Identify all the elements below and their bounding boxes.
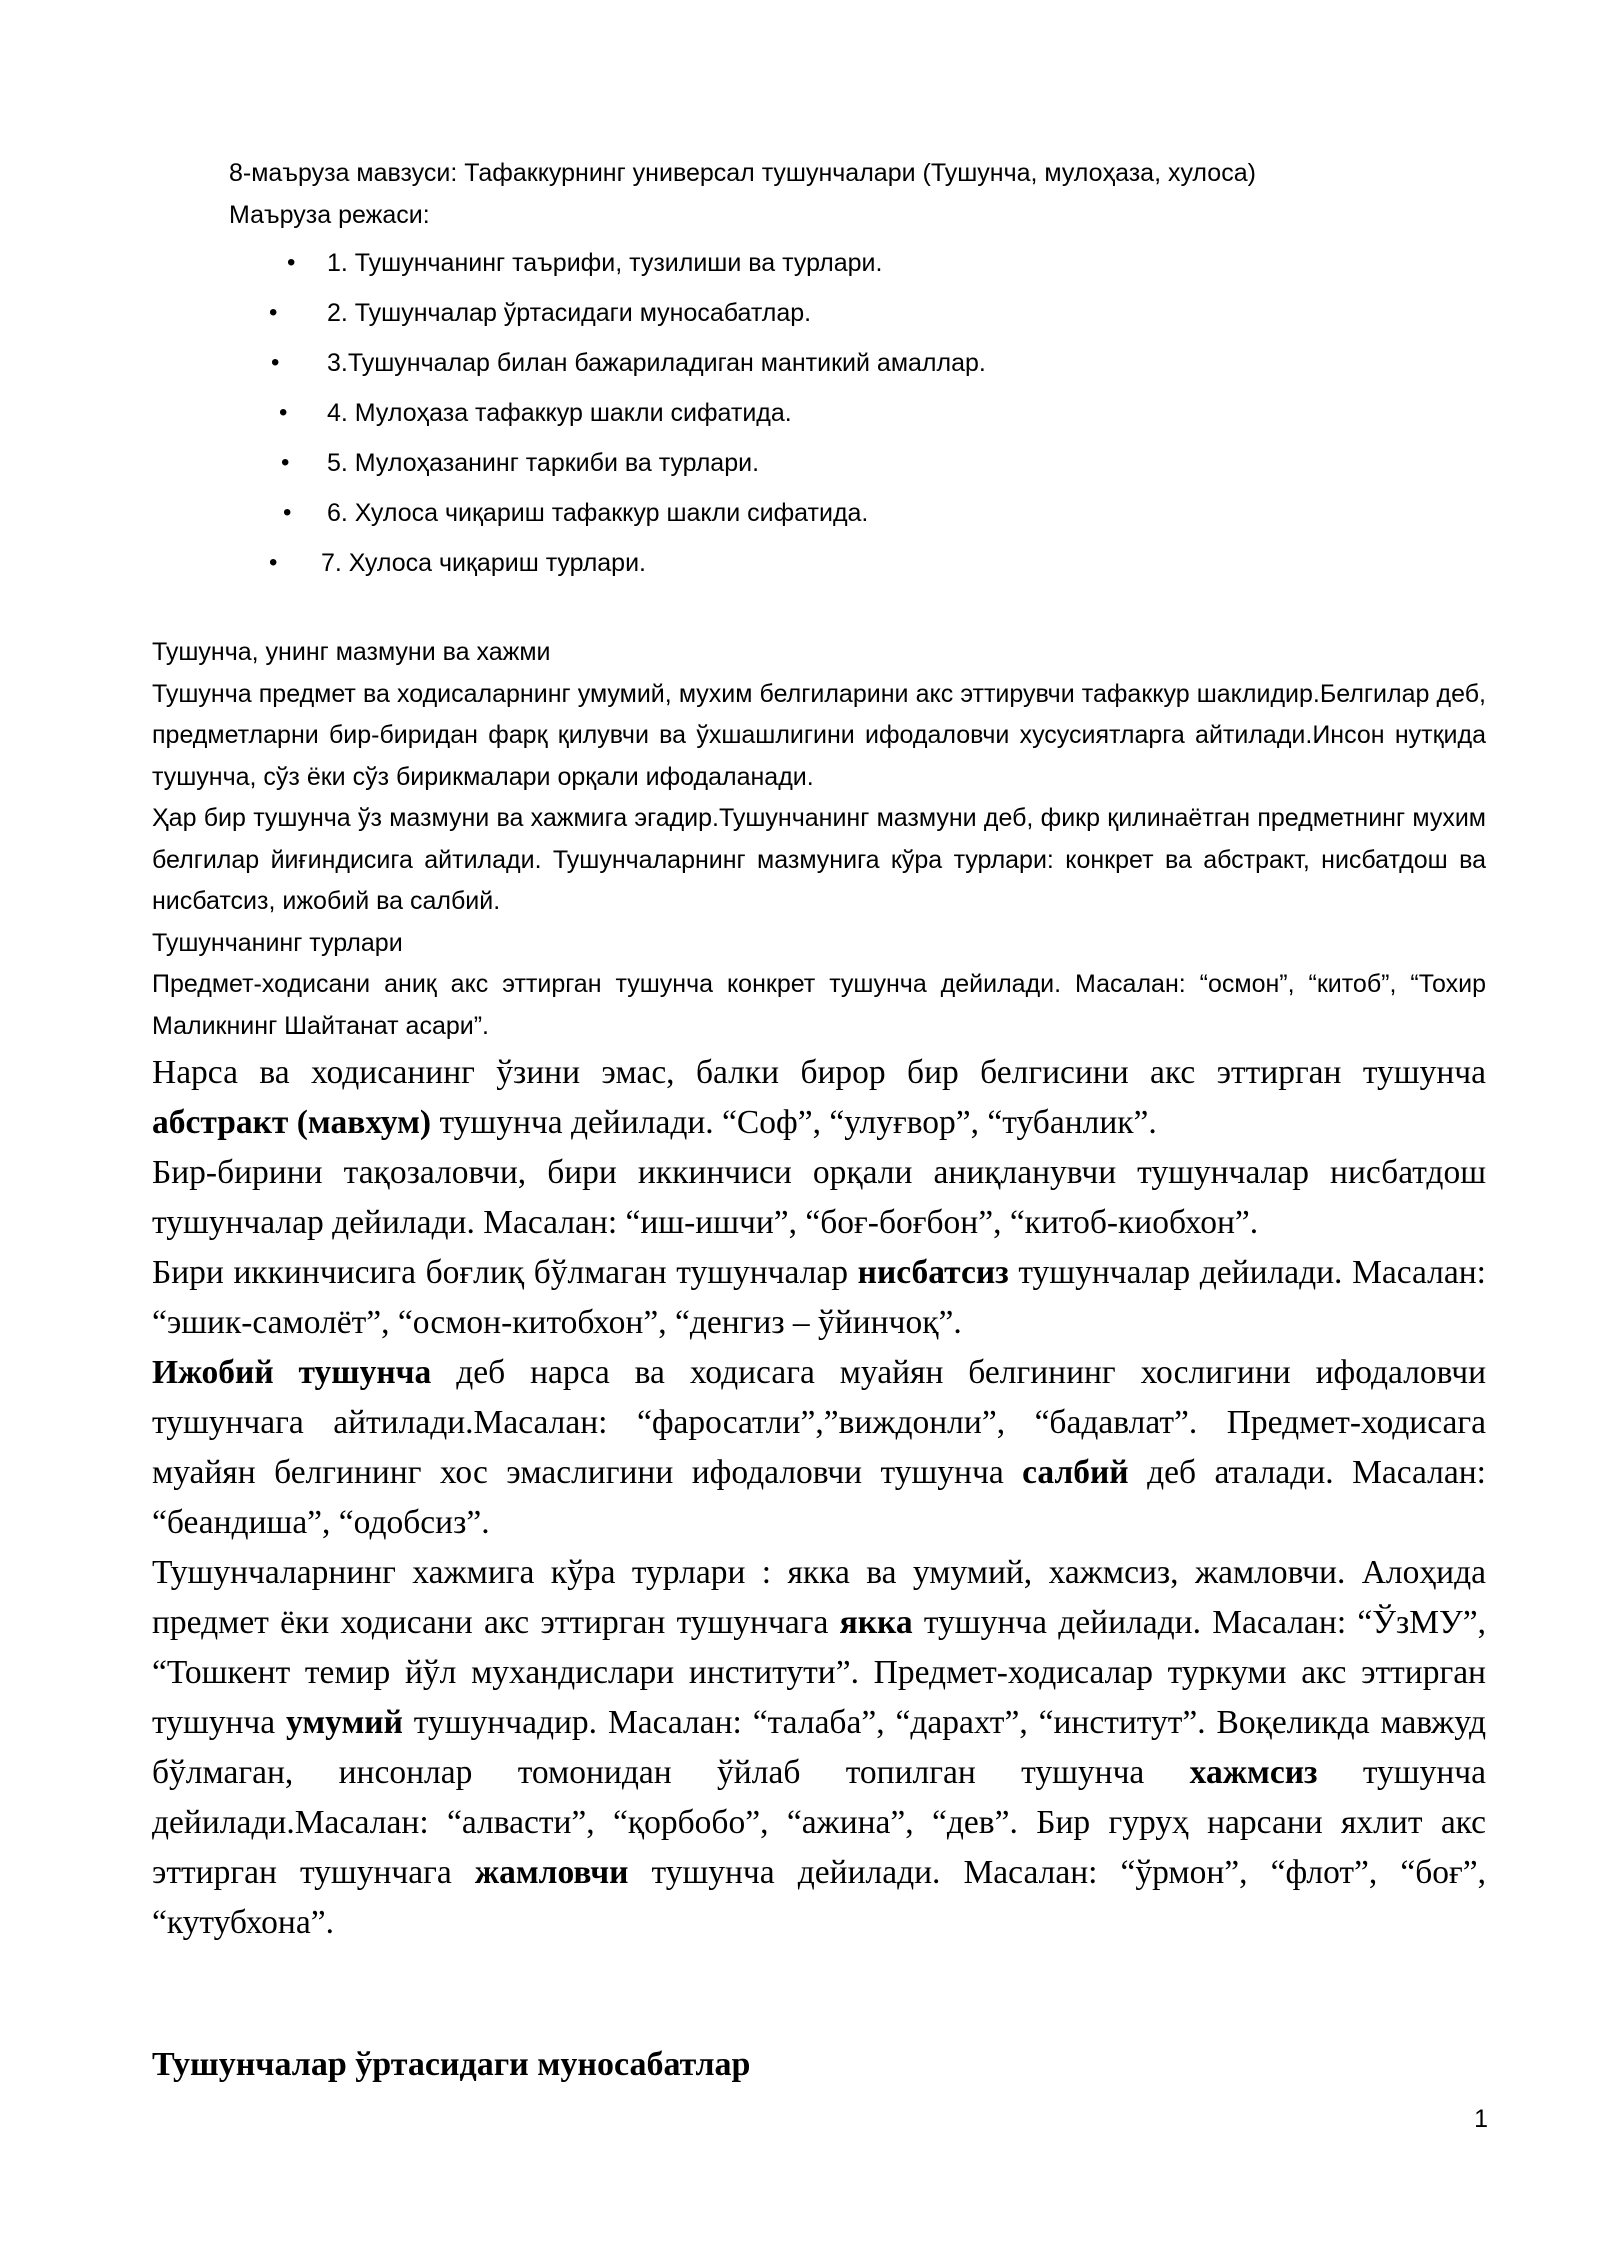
bullet-icon: •: [287, 249, 296, 276]
term-abstract: абстракт (мавхум): [152, 1104, 432, 1141]
plan-item: [229, 288, 1429, 338]
plan-item: [229, 388, 1429, 438]
term-positive: Ижобий тушунча: [152, 1354, 432, 1391]
plan-item-text: 2. Тушунчалар ўртасидаги муносабатлар.: [327, 299, 812, 327]
volume-paragraph: [152, 1548, 1486, 1948]
plan-item-text: 1. Тушунчанинг таърифи, тузилиши ва турлари.: [327, 249, 883, 277]
text-run: тушунча дейилади. Масалан: “ўрмон”, “флот”, “боғ”, “кутубхона”.: [152, 1854, 1486, 1941]
bullet-icon: •: [269, 549, 278, 576]
lecture-topic: 8-маъруза мавзуси: Тафаккурнинг универсал тушунчалари (Тушунча, мулоҳаза, хулоса): [229, 159, 1256, 187]
plan-item: [229, 488, 1429, 538]
plan-item-text: 5. Мулоҳазанинг таркиби ва турлари.: [327, 449, 760, 477]
plan-item: [229, 538, 1429, 588]
concept-paragraph: Тушунча предмет ва ходисаларнинг умумий, мухим белгиларини акс эттирувчи тафаккур шаклидир.Белгилар деб, предметларни бир-биридан фарқ қилувчи ва ўхшашлигини ифодаловчи хусусиятларга айтилади.Инсон нутқида тушунча, сўз ёки сўз бирикмалари орқали ифодаланади.: [152, 679, 1486, 791]
plan-item-text: 6. Хулоса чиқариш тафаккур шакли сифатида.: [327, 499, 869, 527]
concept-paragraph: Ҳар бир тушунча ўз мазмуни ва хажмига эгадир.Тушунчанинг мазмуни деб, фикр қилинаётган предметнинг мухим белгилар йиғиндисига айтилади. Тушунчаларнинг мазмунига кўра турлари: конкрет ва абстракт, нисбатдош ва нисбатсиз, ижобий ва салбий.: [152, 804, 1486, 915]
relative-paragraph: Бир-бирини тақозаловчи, бири иккинчиси орқали аниқланувчи тушунчалар нисбатдош тушунчалар дейилади. Масалан: “иш-ишчи”, “боғ-боғбон”, “китоб-киобхон”.: [152, 1154, 1486, 1241]
concept-heading: Тушунча, унинг мазмуни ва хажми: [152, 638, 551, 666]
next-section-heading: Тушунчалар ўртасидаги муносабатлар: [152, 2046, 751, 2083]
plan-item: [229, 338, 1429, 388]
abstract-paragraph: [152, 1048, 1486, 1148]
text-run: тушунча дейилади. Масалан: “ЎзМУ”, “Тошкент темир йўл мухандислари институти”. Предмет-ходисалар туркуми акс эттирган тушунча: [152, 1604, 1486, 1741]
bullet-icon: •: [281, 449, 290, 476]
concept-paragraph: Предмет-ходисани аниқ акс эттирган тушунча конкрет тушунча дейилади. Масалан: “осмон”, “китоб”, “Тохир Маликнинг Шайтанат асари”.: [152, 970, 1486, 1040]
concept-section: [152, 632, 1486, 1047]
term-general: умумий: [286, 1704, 403, 1741]
term-empty: хажмсиз: [1189, 1754, 1318, 1791]
lecture-header: [229, 152, 1429, 236]
text-run: деб аталади. Масалан: “беандиша”, “одобсиз”.: [152, 1454, 1486, 1541]
text-run: тушунчалар дейилади. Масалан: “эшик-самолёт”, “осмон-китобхон”, “денгиз – ўйинчоқ”.: [152, 1254, 1486, 1341]
nonrelative-paragraph: [152, 1248, 1486, 1348]
text-run: тушунча дейилади.Масалан: “алвасти”, “қорбобо”, “ажина”, “дев”. Бир гуруҳ нарсани яхлит акс эттирган тушунчага: [152, 1754, 1486, 1891]
positive-negative-paragraph: [152, 1348, 1486, 1548]
text-run: деб нарса ва ходисага муайян белгининг хослигини ифодаловчи тушунчага айтилади.Масалан: “фаросатли”,”виждонли”, “бадавлат”. Предмет-ходисага муайян белгининг хос эмаслигини ифодаловчи тушунча: [152, 1354, 1486, 1491]
plan-item-text: 4. Мулоҳаза тафаккур шакли сифатида.: [327, 399, 792, 427]
plan-item-text: 7. Хулоса чиқариш турлари.: [321, 549, 646, 577]
term-collective: жамловчи: [474, 1854, 629, 1891]
lecture-plan-list: [229, 238, 1429, 588]
bullet-icon: •: [269, 299, 278, 326]
text-run: тушунча дейилади. “Соф”, “улуғвор”, “тубанлик”.: [431, 1104, 1157, 1141]
concept-subheading: Тушунчанинг турлари: [152, 928, 403, 957]
page-number: 1: [1474, 2105, 1488, 2133]
text-run: тушунчадир. Масалан: “талаба”, “дарахт”, “институт”. Воқеликда мавжуд бўлмаган, инсонлар томонидан ўйлаб топилган тушунча: [152, 1704, 1486, 1791]
plan-title: Маъруза режаси:: [229, 201, 430, 229]
plan-item-text: 3.Тушунчалар билан бажариладиган мантикий амаллар.: [327, 349, 986, 377]
bullet-icon: •: [271, 349, 280, 376]
bullet-icon: •: [279, 399, 288, 426]
bullet-icon: •: [283, 499, 292, 526]
plan-item: [229, 438, 1429, 488]
term-nonrelative: нисбатсиз: [857, 1254, 1009, 1291]
text-run: Нарса ва ходисанинг ўзини эмас, балки бирор бир белгисини акс эттирган тушунча: [152, 1054, 1486, 1091]
text-run: Тушунчаларнинг хажмига кўра турлари : якка ва умумий, хажмсиз, жамловчи. Алоҳида предмет ёки ходисани акс эттирган тушунчага: [152, 1554, 1486, 1641]
term-single: якка: [839, 1604, 913, 1641]
plan-item: [229, 238, 1429, 288]
term-negative: салбий: [1022, 1454, 1129, 1491]
text-run: Бири иккинчисига боғлиқ бўлмаган тушунчалар: [152, 1254, 858, 1291]
concept-types-section: [152, 1048, 1486, 1948]
